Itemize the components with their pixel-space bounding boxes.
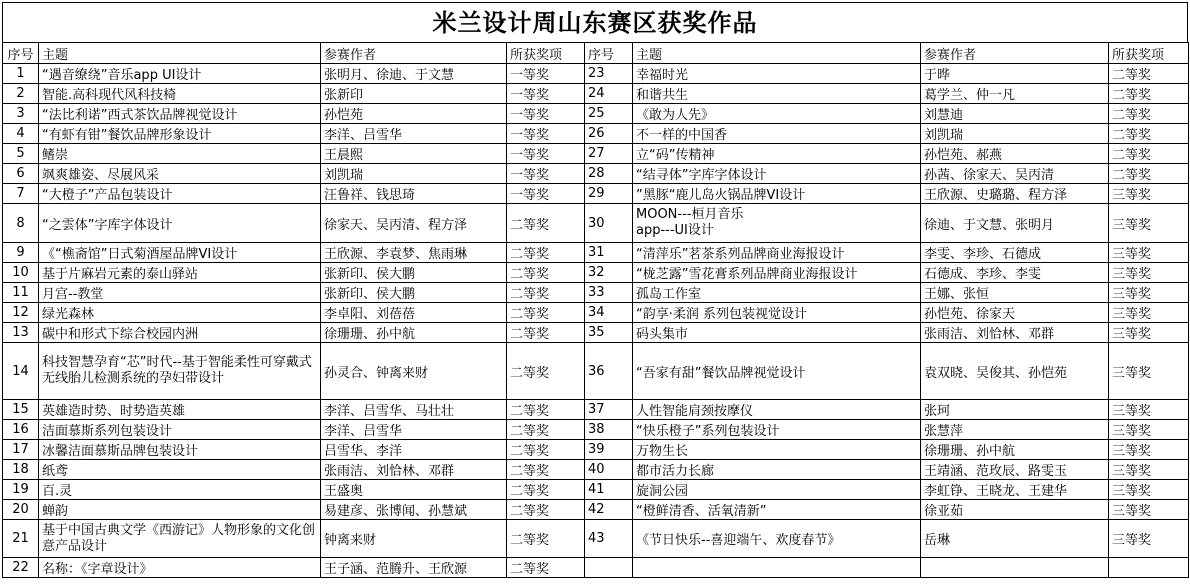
- row-index: 26: [585, 124, 633, 144]
- row-theme: 《“樵斋馆”日式菊酒屋品牌VI设计: [39, 243, 321, 263]
- row-author: 徐珊珊、孙中航: [321, 323, 507, 343]
- row-award: 二等奖: [507, 343, 585, 400]
- row-theme: 纸鸢: [39, 460, 321, 480]
- row-author: 徐亚茹: [921, 500, 1109, 520]
- row-theme: 智能.高科现代风科技椅: [39, 84, 321, 104]
- row-author: 孙恺苑: [321, 104, 507, 124]
- table-row: [3, 420, 1189, 440]
- row-index: 25: [585, 104, 633, 124]
- header-author: 参赛作者: [921, 43, 1109, 64]
- row-index: 41: [585, 480, 633, 500]
- row-author: [921, 558, 1109, 578]
- row-award: 二等奖: [507, 520, 585, 558]
- row-author: 李虹铮、王晓龙、王建华: [921, 480, 1109, 500]
- row-author: 王欣源、李袁梦、焦雨琳: [321, 243, 507, 263]
- row-index: 4: [3, 124, 39, 144]
- table-row: [3, 460, 1189, 480]
- row-award: 二等奖: [1109, 124, 1189, 144]
- row-index: [585, 558, 633, 578]
- row-theme: “之雲体”字库字体设计: [39, 204, 321, 243]
- row-theme: 飒爽雄姿、尽展风采: [39, 164, 321, 184]
- row-index: 9: [3, 243, 39, 263]
- row-index: 35: [585, 323, 633, 343]
- row-award: 三等奖: [1109, 400, 1189, 420]
- row-author: 张珂: [921, 400, 1109, 420]
- row-theme: “韵享·柔润 系列包装视觉设计: [633, 303, 921, 323]
- table-row: [3, 84, 1189, 104]
- row-author: 张新印、侯大鹏: [321, 283, 507, 303]
- row-theme: 蝉韵: [39, 500, 321, 520]
- row-index: 29: [585, 184, 633, 204]
- row-index: 34: [585, 303, 633, 323]
- row-author: 钟离来财: [321, 520, 507, 558]
- row-award: 一等奖: [507, 164, 585, 184]
- row-award: 三等奖: [1109, 303, 1189, 323]
- row-index: 23: [585, 64, 633, 84]
- row-author: 张明月、徐迪、于文慧: [321, 64, 507, 84]
- row-award: 三等奖: [1109, 204, 1189, 243]
- row-index: 19: [3, 480, 39, 500]
- row-index: 20: [3, 500, 39, 520]
- row-award: 二等奖: [507, 204, 585, 243]
- table-row: [3, 283, 1189, 303]
- table-row: [3, 440, 1189, 460]
- row-author: 李洋、吕雪华: [321, 124, 507, 144]
- row-author: 王晨熙: [321, 144, 507, 164]
- row-award: 二等奖: [1109, 144, 1189, 164]
- row-award: 三等奖: [1109, 343, 1189, 400]
- row-index: 8: [3, 204, 39, 243]
- row-award: 一等奖: [507, 144, 585, 164]
- row-index: 38: [585, 420, 633, 440]
- row-theme: “吾家有甜”餐饮品牌视觉设计: [633, 343, 921, 400]
- row-author: 吕雪华、李洋: [321, 440, 507, 460]
- row-author: 石德成、李珍、李雯: [921, 263, 1109, 283]
- row-index: 36: [585, 343, 633, 400]
- table-row: [3, 204, 1189, 243]
- row-award: 二等奖: [507, 263, 585, 283]
- row-theme: 基于片麻岩元素的泰山驿站: [39, 263, 321, 283]
- row-index: 6: [3, 164, 39, 184]
- row-theme: “法比利诺”西式茶饮品牌视觉设计: [39, 104, 321, 124]
- row-award: 三等奖: [1109, 323, 1189, 343]
- row-index: 27: [585, 144, 633, 164]
- row-index: 2: [3, 84, 39, 104]
- table-row: [3, 480, 1189, 500]
- row-index: 3: [3, 104, 39, 124]
- header-award: 所获奖项: [1109, 43, 1189, 64]
- header-author: 参赛作者: [321, 43, 507, 64]
- row-theme: ”黑豚“鹿儿岛火锅品牌VI设计: [633, 184, 921, 204]
- row-award: 二等奖: [507, 303, 585, 323]
- row-author: 王靖涵、范玫辰、路雯玉: [921, 460, 1109, 480]
- row-award: 二等奖: [507, 558, 585, 578]
- row-author: 张新印、侯大鹏: [321, 263, 507, 283]
- row-award: 二等奖: [507, 460, 585, 480]
- row-award: 一等奖: [507, 64, 585, 84]
- row-award: 三等奖: [1109, 440, 1189, 460]
- row-theme: 洁面慕斯系列包装设计: [39, 420, 321, 440]
- row-author: 李雯、李珍、石德成: [921, 243, 1109, 263]
- row-theme: 基于中国古典文学《西游记》人物形象的文化创意产品设计: [39, 520, 321, 558]
- row-index: 30: [585, 204, 633, 243]
- row-theme: 绿光森林: [39, 303, 321, 323]
- row-theme: “大橙子”产品包装设计: [39, 184, 321, 204]
- row-theme: 冰馨洁面慕斯品牌包装设计: [39, 440, 321, 460]
- row-award: 二等奖: [1109, 164, 1189, 184]
- row-theme: MOON---桓月音乐 app---UI设计: [633, 204, 921, 243]
- row-author: 王盛奥: [321, 480, 507, 500]
- row-award: 二等奖: [507, 480, 585, 500]
- row-author: 徐家天、吴丙清、程方泽: [321, 204, 507, 243]
- row-author: 于晔: [921, 64, 1109, 84]
- table-row: [3, 343, 1189, 400]
- row-index: 24: [585, 84, 633, 104]
- row-index: 33: [585, 283, 633, 303]
- row-theme: 万物生长: [633, 440, 921, 460]
- row-theme: 英雄造时势、时势造英雄: [39, 400, 321, 420]
- row-theme: 科技智慧孕育“芯”时代--基于智能柔性可穿戴式无线胎儿检测系统的孕妇带设计: [39, 343, 321, 400]
- row-theme: 月宫--教堂: [39, 283, 321, 303]
- row-index: 5: [3, 144, 39, 164]
- row-theme: 《敢为人先》: [633, 104, 921, 124]
- row-theme: 碳中和形式下综合校园内洲: [39, 323, 321, 343]
- row-author: 王子涵、范腾升、王欣源: [321, 558, 507, 578]
- row-author: 李洋、吕雪华: [321, 420, 507, 440]
- row-theme: “结寻体”字库字体设计: [633, 164, 921, 184]
- row-author: 孙茜、徐家天、吴丙清: [921, 164, 1109, 184]
- row-award: 三等奖: [1109, 500, 1189, 520]
- row-award: 三等奖: [1109, 184, 1189, 204]
- row-author: 孙恺苑、徐家天: [921, 303, 1109, 323]
- row-award: 二等奖: [507, 440, 585, 460]
- row-award: 二等奖: [1109, 64, 1189, 84]
- row-author: 王娜、张恒: [921, 283, 1109, 303]
- row-theme: “有虾有钳”餐饮品牌形象设计: [39, 124, 321, 144]
- row-author: 徐迪、于文慧、张明月: [921, 204, 1109, 243]
- row-theme: “快乐橙子”系列包装设计: [633, 420, 921, 440]
- row-author: 王欣源、史璐璐、程方泽: [921, 184, 1109, 204]
- table-row: [3, 400, 1189, 420]
- awards-table: [2, 42, 1189, 578]
- row-index: 37: [585, 400, 633, 420]
- row-index: 16: [3, 420, 39, 440]
- row-index: 40: [585, 460, 633, 480]
- row-author: 刘凯瑞: [321, 164, 507, 184]
- row-author: 葛学兰、仲一凡: [921, 84, 1109, 104]
- row-index: 18: [3, 460, 39, 480]
- row-index: 42: [585, 500, 633, 520]
- row-theme: 鳍崇: [39, 144, 321, 164]
- row-theme: 旋洞公园: [633, 480, 921, 500]
- row-index: 12: [3, 303, 39, 323]
- table-row: [3, 144, 1189, 164]
- row-theme: 立“码”传精神: [633, 144, 921, 164]
- header-theme: 主题: [39, 43, 321, 64]
- row-author: 刘凯瑞: [921, 124, 1109, 144]
- table-row: [3, 263, 1189, 283]
- row-index: 10: [3, 263, 39, 283]
- header-index: 序号: [585, 43, 633, 64]
- row-author: 徐珊珊、孙中航: [921, 440, 1109, 460]
- row-author: 孙恺苑、郝燕: [921, 144, 1109, 164]
- table-row: [3, 124, 1189, 144]
- row-author: 袁双晓、吴俊其、孙恺苑: [921, 343, 1109, 400]
- row-author: 易建彦、张博闻、孙慧斌: [321, 500, 507, 520]
- row-index: 43: [585, 520, 633, 558]
- table-row: [3, 323, 1189, 343]
- row-theme: 幸福时光: [633, 64, 921, 84]
- table-row: [3, 164, 1189, 184]
- row-theme: “遇音缭绕”音乐app UI设计: [39, 64, 321, 84]
- row-theme: 《节日快乐--喜迎端午、欢度春节》: [633, 520, 921, 558]
- row-award: 三等奖: [1109, 480, 1189, 500]
- table-row: [3, 243, 1189, 263]
- table-row: [3, 303, 1189, 323]
- award-sheet: [2, 2, 1188, 578]
- row-index: 31: [585, 243, 633, 263]
- table-row: [3, 558, 1189, 578]
- row-award: 三等奖: [1109, 460, 1189, 480]
- table-row: [3, 520, 1189, 558]
- row-theme: 百.灵: [39, 480, 321, 500]
- row-index: 14: [3, 343, 39, 400]
- row-theme: “橙鲜清香、活氧清新”: [633, 500, 921, 520]
- row-index: 11: [3, 283, 39, 303]
- row-award: 二等奖: [507, 283, 585, 303]
- row-theme: “清萍乐”茗茶系列品牌商业海报设计: [633, 243, 921, 263]
- row-award: [1109, 558, 1189, 578]
- row-theme: 和谐共生: [633, 84, 921, 104]
- table-row: [3, 64, 1189, 84]
- row-award: 二等奖: [507, 500, 585, 520]
- row-award: 一等奖: [507, 124, 585, 144]
- row-author: 张雨洁、刘恰林、邓群: [321, 460, 507, 480]
- row-theme: [633, 558, 921, 578]
- row-award: 一等奖: [507, 184, 585, 204]
- row-index: 39: [585, 440, 633, 460]
- row-index: 17: [3, 440, 39, 460]
- table-row: [3, 104, 1189, 124]
- row-author: 刘慧迪: [921, 104, 1109, 124]
- row-award: 一等奖: [507, 84, 585, 104]
- row-author: 张雨洁、刘恰林、邓群: [921, 323, 1109, 343]
- row-award: 二等奖: [507, 420, 585, 440]
- row-theme: 名称：《字章设计》: [39, 558, 321, 578]
- row-index: 22: [3, 558, 39, 578]
- table-row: [3, 184, 1189, 204]
- row-theme: “栊芝露”雪花膏系列品牌商业海报设计: [633, 263, 921, 283]
- header-index: 序号: [3, 43, 39, 64]
- row-theme: 不一样的中国香: [633, 124, 921, 144]
- row-theme: 人性智能肩颈按摩仪: [633, 400, 921, 420]
- header-award: 所获奖项: [507, 43, 585, 64]
- row-index: 21: [3, 520, 39, 558]
- row-award: 三等奖: [1109, 243, 1189, 263]
- row-award: 二等奖: [507, 243, 585, 263]
- header-row: [3, 43, 1189, 64]
- row-theme: 孤岛工作室: [633, 283, 921, 303]
- row-award: 二等奖: [1109, 84, 1189, 104]
- row-theme: 码头集市: [633, 323, 921, 343]
- row-index: 13: [3, 323, 39, 343]
- row-index: 7: [3, 184, 39, 204]
- row-author: 汪鲁祥、钱思琦: [321, 184, 507, 204]
- row-award: 三等奖: [1109, 263, 1189, 283]
- row-author: 张慧萍: [921, 420, 1109, 440]
- table-row: [3, 500, 1189, 520]
- row-index: 15: [3, 400, 39, 420]
- row-index: 32: [585, 263, 633, 283]
- row-author: 李洋、吕雪华、马壮壮: [321, 400, 507, 420]
- row-award: 三等奖: [1109, 283, 1189, 303]
- row-theme: 都市活力长廊: [633, 460, 921, 480]
- row-index: 1: [3, 64, 39, 84]
- row-author: 张新印: [321, 84, 507, 104]
- row-author: 岳琳: [921, 520, 1109, 558]
- row-index: 28: [585, 164, 633, 184]
- row-award: 二等奖: [507, 323, 585, 343]
- page-title: 米兰设计周山东赛区获奖作品: [2, 2, 1188, 42]
- row-award: 二等奖: [507, 400, 585, 420]
- row-award: 三等奖: [1109, 420, 1189, 440]
- row-award: 一等奖: [507, 104, 585, 124]
- row-author: 孙灵合、钟离来财: [321, 343, 507, 400]
- row-author: 李卓阳、刘蓓蓓: [321, 303, 507, 323]
- row-award: 二等奖: [1109, 104, 1189, 124]
- header-theme: 主题: [633, 43, 921, 64]
- row-award: 三等奖: [1109, 520, 1189, 558]
